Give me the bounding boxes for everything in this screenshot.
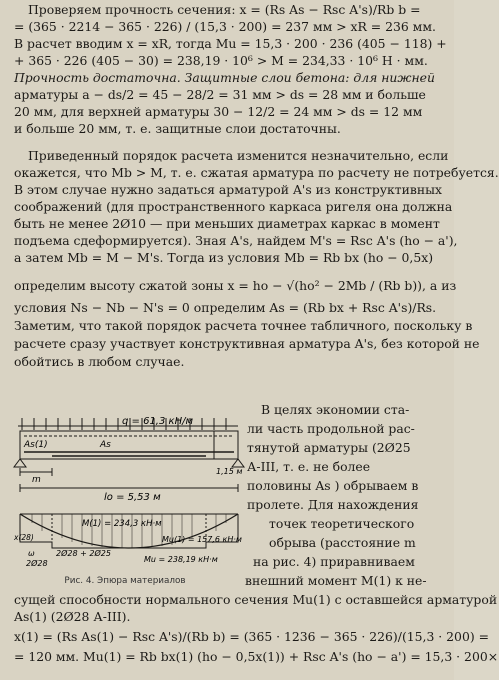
text-line: обойтись в любом случае. bbox=[14, 354, 185, 369]
bar28-label: 2Ø28 bbox=[26, 559, 48, 568]
left-support bbox=[14, 459, 26, 467]
text-line: ли часть продольной рас- bbox=[247, 421, 415, 436]
w-label: ω bbox=[28, 549, 35, 558]
text-line: окажется, что Mb > M, т. е. сжатая арматура по расчету не потребуется. bbox=[14, 165, 499, 180]
text-line: половины As ) обрываем в bbox=[247, 478, 419, 493]
text-line: быть не менее 2Ø10 — при меньших диаметрах каркас в момент bbox=[14, 216, 440, 231]
text-line: соображений (для пространственного каркаса ригеля она должна bbox=[14, 199, 453, 214]
mu1-label: Mu(1) = 157,6 кН·м bbox=[162, 535, 242, 544]
text-line: определим высоту сжатой зоны x = ho − √(ho² − 2Mb / (Rb b)), а из bbox=[14, 278, 457, 293]
bars-label: 2Ø28 + 2Ø25 bbox=[56, 549, 111, 558]
text-line: на рис. 4) приравниваем bbox=[253, 554, 415, 569]
text-line: As(1) (2Ø28 А-III). bbox=[14, 609, 131, 624]
text-line: В расчет вводим x = xR, тогда Mu = 15,3 · 200 · 236 (405 − 118) + bbox=[14, 36, 447, 51]
text-line: Заметим, что такой порядок расчета точнее табличного, поскольку в bbox=[14, 318, 473, 333]
height-label: 1,15 м bbox=[216, 467, 243, 476]
text-line: А-III, т. е. не более bbox=[247, 459, 371, 474]
text-line: и больше 20 мм, т. е. защитные слои достаточны. bbox=[14, 121, 341, 136]
mu-label: Mu = 238,19 кН·м bbox=[144, 555, 218, 564]
as1-label: As(1) bbox=[24, 440, 48, 450]
text-line: расчете сразу участвует конструктивная арматура A's, без которой не bbox=[14, 336, 480, 351]
text-line: В этом случае нужно задаться арматурой A's из конструктивных bbox=[14, 182, 442, 197]
beam-outline bbox=[20, 431, 238, 459]
load-label: q = 61,3 кН/м bbox=[122, 416, 194, 427]
text-line: x(1) = (Rs As(1) − Rsc A's)/(Rb b) = (365 · 1236 − 365 · 226)/(15,3 · 200) = bbox=[14, 629, 489, 644]
figure-caption: Рис. 4. Эпюра материалов bbox=[64, 576, 186, 586]
text-line: а затем Mb = M − M's. Тогда из условия Mb = Rb bx (ho − 0,5x) bbox=[14, 250, 434, 265]
text-line: = 120 мм. Mu(1) = Rb bx(1) (ho − 0,5x(1)) + Rsc A's (ho − a') = 15,3 · 200× bbox=[14, 649, 499, 664]
text-line: обрыва (расстояние m bbox=[269, 535, 416, 550]
right-support bbox=[232, 459, 244, 467]
text-line: Проверяем прочность сечения: x = (Rs As − Rsc A's)/Rb b = bbox=[28, 2, 421, 17]
text-line: арматуры a − ds/2 = 45 − 28/2 = 31 мм > ds = 28 мм и больше bbox=[14, 87, 426, 102]
text-line: тянутой арматуры (2Ø25 bbox=[247, 440, 411, 455]
text-line: условия Ns − Nb − N's = 0 определим As = (Rb bx + Rsc A's)/Rs. bbox=[14, 300, 437, 315]
text-line: пролете. Для нахождения bbox=[247, 497, 419, 512]
text-line: Прочность достаточна. Защитные слои бетона: для нижней bbox=[14, 70, 435, 85]
m-label: m bbox=[32, 475, 41, 485]
text-line: подъема сдеформируется). Зная A's, найдем M's = Rsc A's (ho − a'), bbox=[14, 233, 458, 248]
moment-label: M(1) = 234,3 кН·м bbox=[82, 519, 162, 529]
as-label: As bbox=[100, 440, 111, 450]
text-line: сущей способности нормального сечения Mu(1) с оставшейся арматурой bbox=[14, 592, 498, 607]
span-label: lo = 5,53 м bbox=[104, 492, 161, 503]
text-line: Приведенный порядок расчета изменится незначительно, если bbox=[28, 148, 449, 163]
x28-label: x(28) bbox=[14, 533, 34, 542]
text-line: точек теоретического bbox=[269, 516, 415, 531]
figure-material-diagram bbox=[12, 414, 244, 594]
text-line: + 365 · 226 (405 − 30) = 238,19 · 10⁶ > M = 234,33 · 10⁶ Н · мм. bbox=[14, 53, 428, 68]
text-line: внешний момент M(1) к не- bbox=[245, 573, 427, 588]
text-line: = (365 · 2214 − 365 · 226) / (15,3 · 200) = 237 мм > xR = 236 мм. bbox=[14, 19, 436, 34]
diagram-svg bbox=[12, 414, 244, 574]
text-line: В целях экономии ста- bbox=[261, 402, 410, 417]
text-line: 20 мм, для верхней арматуры 30 − 12/2 = 24 мм > ds = 12 мм bbox=[14, 104, 423, 119]
